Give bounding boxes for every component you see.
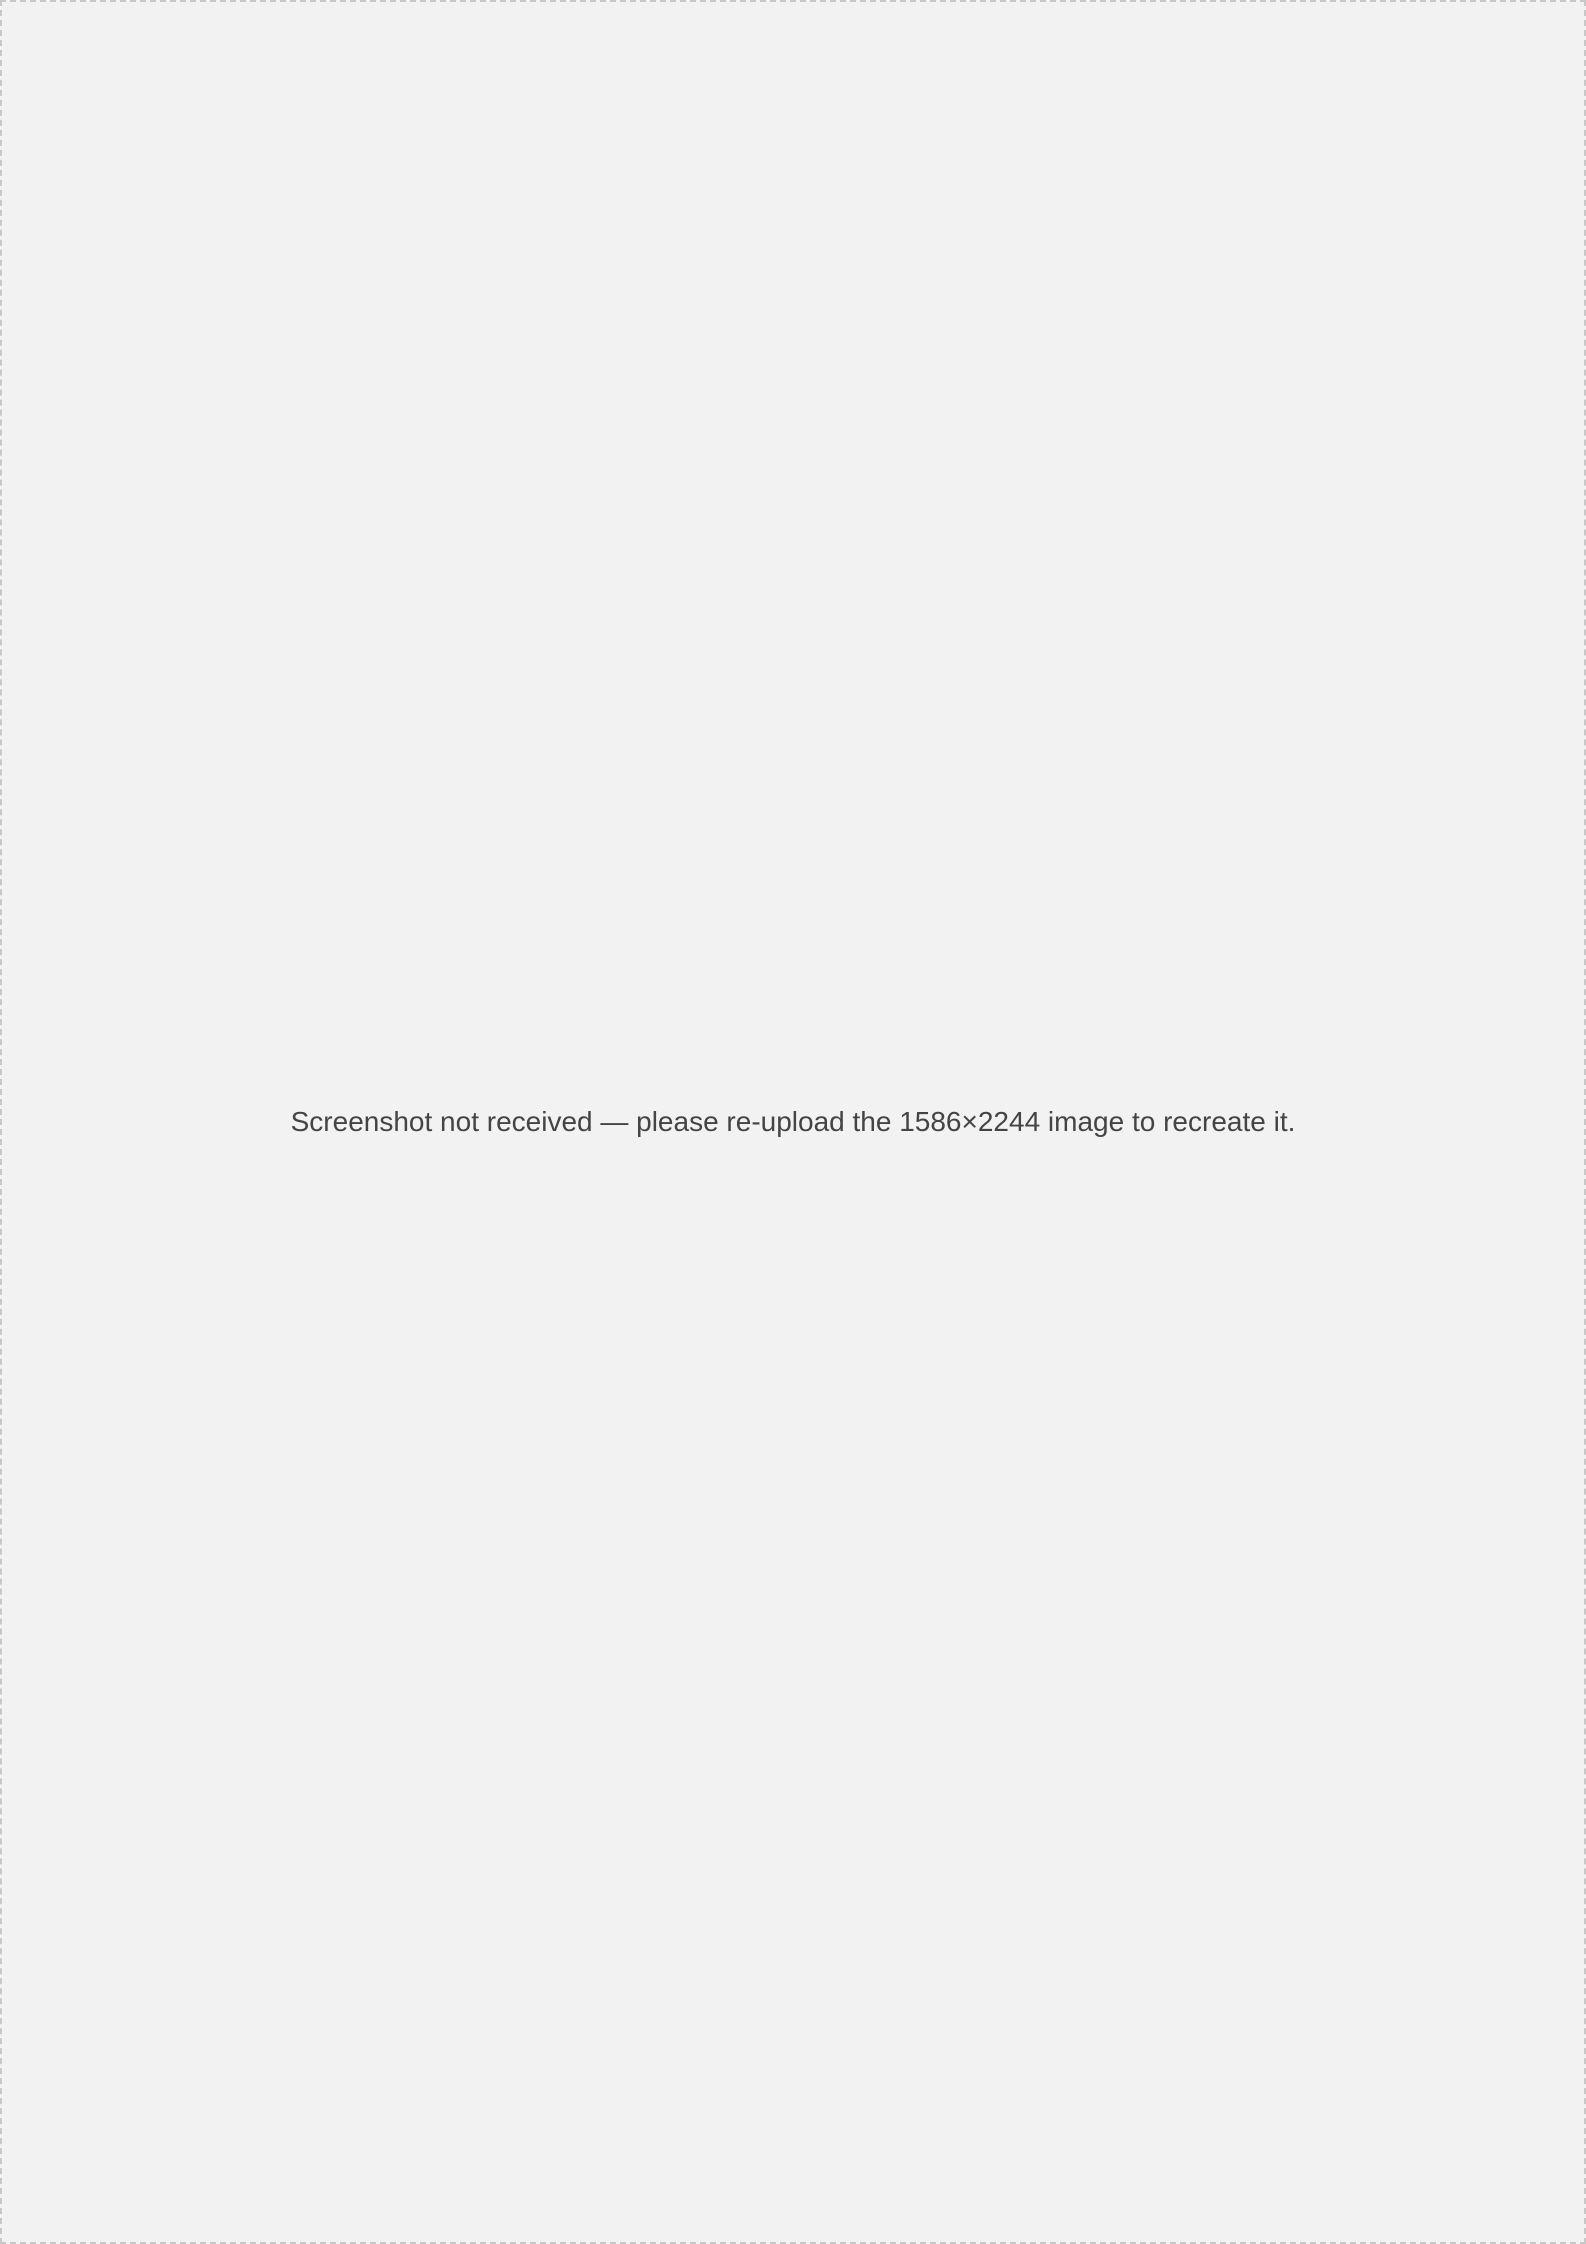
placeholder-notice: Screenshot not received — please re-upload the 1586×2244 image to recreate it. — [290, 1106, 1296, 1137]
